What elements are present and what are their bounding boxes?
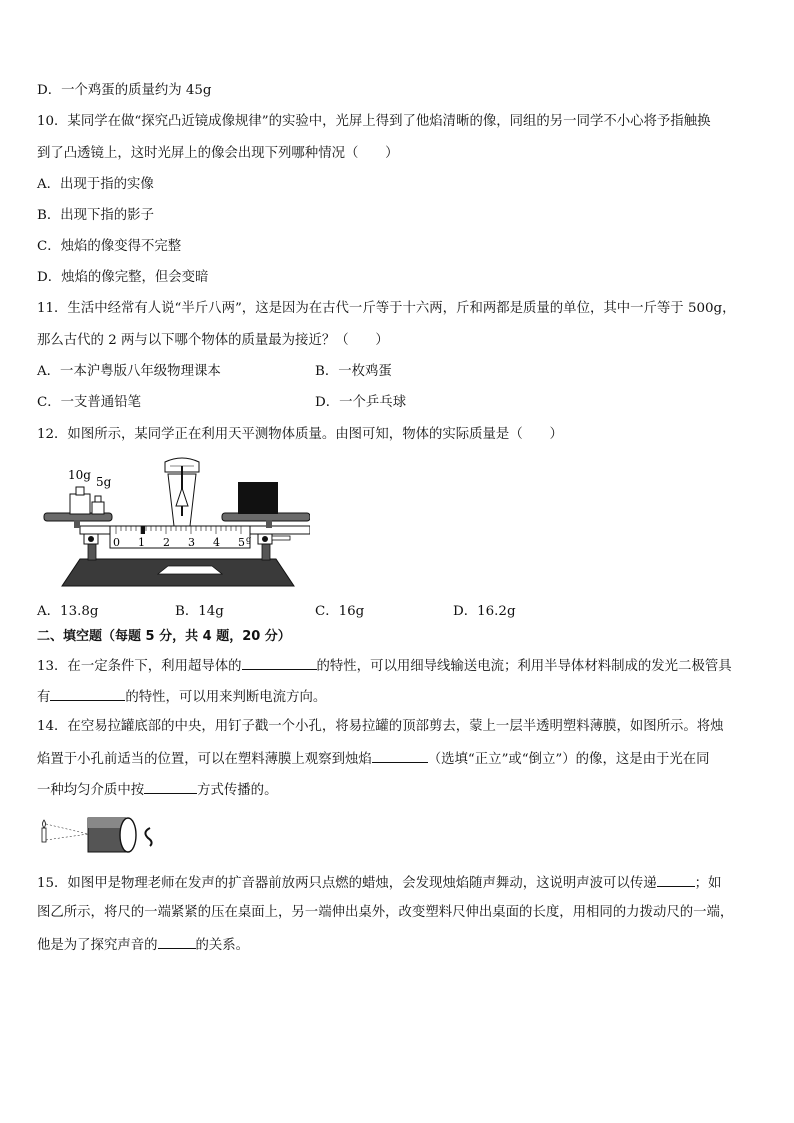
q15-blank-1: [657, 873, 695, 887]
q12-stem: 12．如图所示，某同学正在利用天平测物体质量。由图可知，物体的实际质量是（ ）: [37, 427, 563, 442]
weight-5g-label: 5g: [96, 475, 112, 489]
q14-blank-2: [144, 780, 197, 794]
q13-blank-1: [242, 656, 317, 670]
q13-text-4: 的特性，可以用来判断电流方向。: [125, 690, 327, 705]
weight-10g-label: 10g: [68, 468, 91, 482]
balance-figure: [40, 456, 310, 588]
q10-option-d: D．烛焰的像完整，但会变暗: [37, 270, 209, 285]
q11-option-c: C．一支普通铅笔: [37, 395, 141, 410]
q13-text-2: 的特性，可以用细导线输送电流；利用半导体材料制成的发光二极管具: [316, 659, 732, 674]
q13-blank-2: [50, 687, 125, 701]
q14-line1: 14．在空易拉罐底部的中央，用钉子戳一个小孔，将易拉罐的顶部剪去，蒙上一层半透明塑料薄膜，如图所示。将烛: [37, 719, 724, 734]
candle: [42, 828, 46, 842]
right-pan: [222, 513, 310, 521]
scale-tick-label: 5: [238, 536, 245, 549]
scale-tick-label: 1: [138, 536, 145, 549]
q15-text-1: 15．如图甲是物理老师在发声的扩音器前放两只点燃的蜡烛，会发现烛焰随声舞动，这说明声波可以传递: [37, 876, 657, 891]
q15-line1: [37, 873, 721, 893]
pinhole-can-figure: [38, 812, 168, 860]
q13-line2: [37, 687, 326, 707]
section-2-heading: 二、填空题（每题 5 分，共 4 题，20 分）: [37, 629, 291, 644]
q11-option-d: D．一个乒乓球: [315, 395, 407, 410]
q13-text-1: 13．在一定条件下，利用超导体的: [37, 659, 242, 674]
q11-option-b: B．一枚鸡蛋: [315, 364, 392, 379]
q15-text-3: 他是为了探究声音的: [37, 938, 158, 953]
plastic-film: [120, 818, 136, 852]
q14-text-1: 焰置于小孔前适当的位置，可以在塑料薄膜上观察到烛焰: [37, 752, 372, 767]
q13-text-3: 有: [37, 690, 51, 705]
q15-line3: [37, 935, 249, 955]
q13-line1: [37, 656, 732, 676]
scale-tick-label: 2: [163, 536, 170, 549]
q14-text-3: 一种均匀介质中按: [37, 783, 145, 798]
scale-tick-label: 4: [213, 536, 220, 549]
q15-text-4: 的关系。: [195, 938, 250, 953]
scale-tick-label: 0: [113, 536, 120, 549]
q14-line3: [37, 780, 277, 800]
q15-line2: 图乙所示，将尺的一端紧紧的压在桌面上，另一端伸出桌外，改变塑料尺伸出桌面的长度，用相同的力拨动尺的一端，: [37, 905, 734, 920]
q14-line2: [37, 749, 710, 769]
q10-stem-line1: 10．某同学在做“探究凸近镜成像规律”的实验中，光屏上得到了他焰清晰的像，同组的另一同学不小心将予指触换: [37, 114, 711, 129]
weight-10g: [70, 494, 90, 514]
q10-option-c: C．烛焰的像变得不完整: [37, 239, 182, 254]
rider: [141, 526, 145, 534]
q10-option-a: A．出现于指的实像: [37, 177, 154, 192]
q15-text-2: ；如: [694, 876, 722, 891]
q10-stem-line2: 到了凸透镜上，这时光屏上的像会出现下列哪种情况（ ）: [37, 146, 399, 161]
q14-text-2: （选填“正立”或“倒立”）的像，这是由于光在同: [427, 752, 710, 767]
q11-stem-line2: 那么古代的 2 两与以下哪个物体的质量最为接近？（ ）: [37, 333, 389, 348]
q10-option-b: B．出现下指的影子: [37, 208, 154, 223]
observer-eye: [145, 828, 151, 846]
q12-option-c: C．16g: [315, 604, 365, 619]
candle-flame: [43, 820, 46, 828]
q11-option-a: A．一本沪粤版八年级物理课本: [37, 364, 221, 379]
object-block: [238, 482, 278, 514]
q11-stem-line1: 11．生活中经常有人说“半斤八两”，这是因为在古代一斤等于十六两，斤和两都是质量的单位，其中一斤等于 500g，: [37, 301, 736, 316]
scale-unit-label: g: [246, 535, 252, 544]
q12-option-a: A．13.8g: [37, 604, 99, 619]
q12-option-d: D．16.2g: [453, 604, 516, 619]
q14-blank-1: [372, 749, 428, 763]
scale-tick-label: 3: [188, 536, 195, 549]
q15-blank-2: [158, 935, 196, 949]
weight-5g: [92, 502, 104, 514]
q9-option-d: D．一个鸡蛋的质量约为 45g: [37, 83, 212, 98]
q14-text-4: 方式传播的。: [197, 783, 278, 798]
q12-option-b: B．14g: [175, 604, 224, 619]
